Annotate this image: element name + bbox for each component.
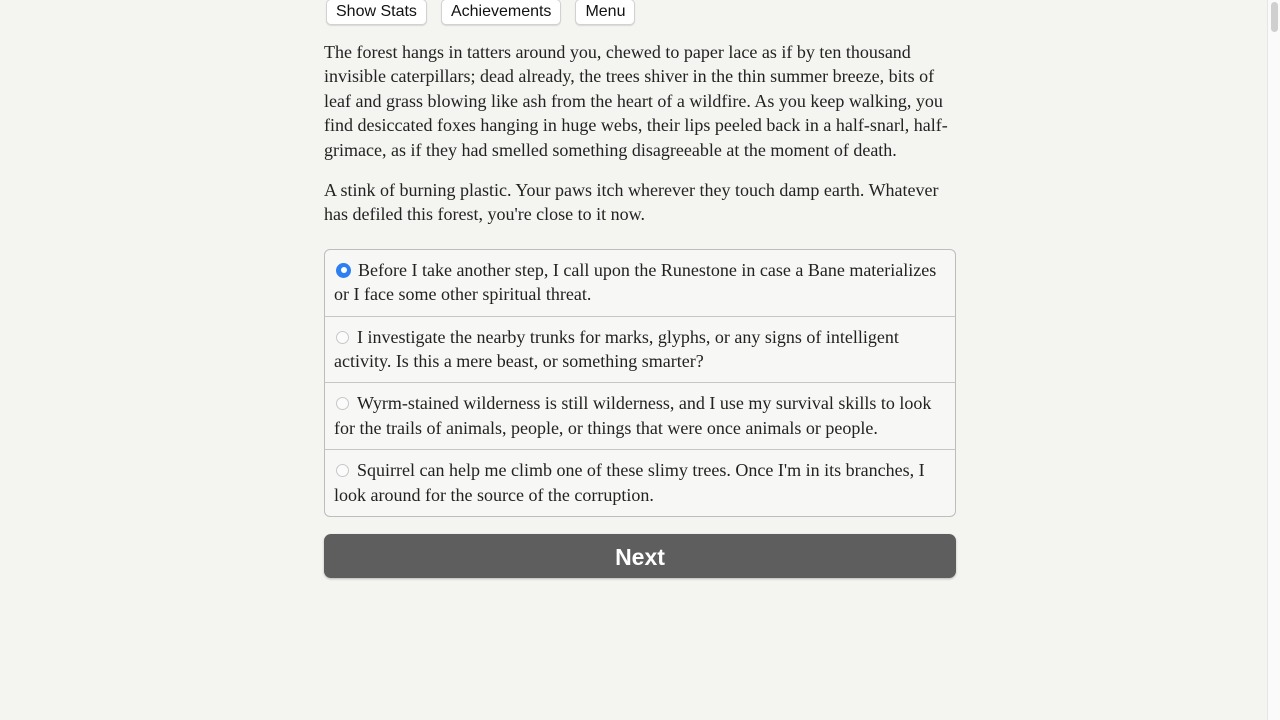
main-content [324, 40, 956, 578]
choice-option[interactable] [325, 449, 955, 516]
next-button[interactable]: Next [324, 534, 956, 578]
radio-button-icon[interactable] [336, 331, 349, 344]
menu-button[interactable]: Menu [575, 0, 635, 25]
show-stats-button[interactable]: Show Stats [326, 0, 427, 25]
radio-button-icon[interactable] [336, 397, 349, 410]
choice-label: Squirrel can help me climb one of these slimy trees. Once I'm in its branches, I look around for the source of the corruption. [334, 460, 925, 505]
scrollbar-thumb[interactable] [1271, 2, 1278, 32]
choice-option[interactable] [325, 250, 955, 316]
top-button-bar [326, 0, 635, 25]
page-scrollbar[interactable] [1267, 0, 1280, 720]
choice-option[interactable] [325, 316, 955, 383]
choice-list [324, 249, 956, 517]
story-text [324, 40, 956, 227]
story-paragraph: A stink of burning plastic. Your paws itch wherever they touch damp earth. Whatever has defiled this forest, you're close to it now. [324, 180, 939, 225]
choice-label: I investigate the nearby trunks for marks, glyphs, or any signs of intelligent activity. Is this a mere beast, or something smarter? [334, 326, 899, 372]
radio-button-selected-icon[interactable] [336, 263, 351, 278]
choice-label: Before I take another step, I call upon the Runestone in case a Bane materializes or I face some other spiritual threat. [334, 259, 937, 305]
story-paragraph: The forest hangs in tatters around you, chewed to paper lace as if by ten thousand invisible caterpillars; dead already, the trees shiver in the thin summer breeze, bits of leaf and grass blowing like ash from the heart of a wildfire. As you keep walking, you find desiccated foxes hanging in huge webs, their lips peeled back in a half-snarl, half-grimace, as if they had smelled something disagreeable at the moment of death. [324, 42, 948, 160]
radio-button-icon[interactable] [336, 464, 349, 477]
choice-option[interactable] [325, 382, 955, 449]
achievements-button[interactable]: Achievements [441, 0, 562, 25]
choice-label: Wyrm-stained wilderness is still wilderness, and I use my survival skills to look for the trails of animals, people, or things that were once animals or people. [334, 393, 932, 438]
